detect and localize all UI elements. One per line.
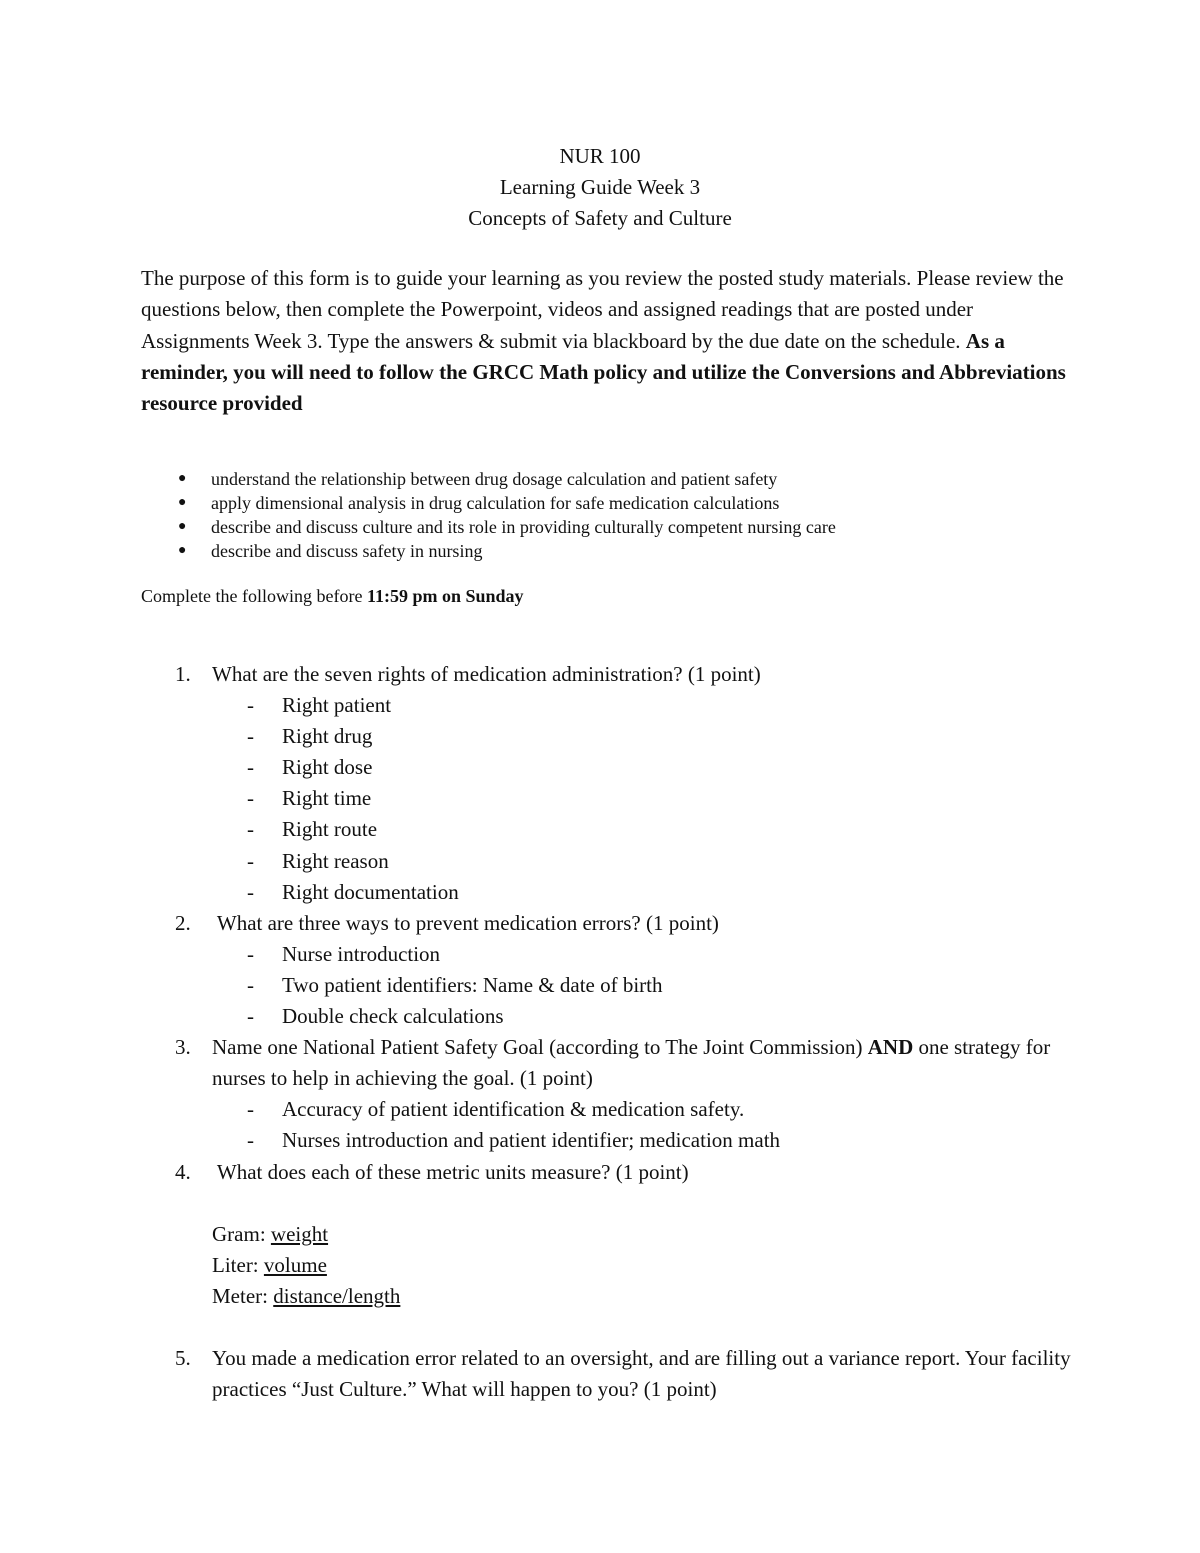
bullet-icon: ● xyxy=(178,543,187,558)
question-text: You made a medication error related to an oversight, and are filling out a variance report. Your facility practices “Just Culture.” What will happen to you? (1 point) xyxy=(212,1345,1071,1401)
question-number: 5. xyxy=(175,1345,191,1370)
metric-units xyxy=(141,1219,1081,1312)
dash-icon: - xyxy=(247,724,254,749)
intro-text: The purpose of this form is to guide your learning as you review the posted study materials. Please review the questions below, then complete the Powerpoint, videos and assigned readings that are posted under Assignments Week 3. Type the answers & submit via blackboard by the due date on the schedule. xyxy=(141,266,1064,353)
dash-icon: - xyxy=(247,817,254,842)
question-2 xyxy=(141,908,1081,939)
dash-icon: - xyxy=(247,1128,254,1153)
bullet-icon: ● xyxy=(178,495,187,510)
answer-item: - Right reason xyxy=(141,846,1081,877)
due-deadline: 11:59 pm on Sunday xyxy=(366,586,524,606)
question-text: What are the seven rights of medication administration? (1 point) xyxy=(212,662,761,686)
dash-icon: - xyxy=(247,848,254,873)
question-5 xyxy=(141,1343,1081,1405)
question-number: 3. xyxy=(175,1035,191,1060)
question-4 xyxy=(141,1157,1081,1188)
answer-item: - Right patient xyxy=(141,690,1081,721)
objectives-list xyxy=(141,467,1041,563)
questions-list xyxy=(141,659,1081,1405)
answer-item: - Double check calculations xyxy=(141,1001,1081,1032)
answer-item: - Accuracy of patient identification & medication safety. xyxy=(141,1094,1081,1125)
unit-row-liter: Liter: volume xyxy=(212,1252,327,1277)
answer-item: - Right dose xyxy=(141,752,1081,783)
unit-row-meter: Meter: distance/length xyxy=(212,1283,401,1308)
dash-icon: - xyxy=(247,1004,254,1029)
dash-icon: - xyxy=(247,879,254,904)
dash-icon: - xyxy=(247,1097,254,1122)
spacer xyxy=(141,1188,1081,1219)
dash-icon: - xyxy=(247,693,254,718)
answer-item: - Two patient identifiers: Name & date of birth xyxy=(141,970,1081,1001)
question-1 xyxy=(141,659,1081,690)
intro-reminder: As a reminder, you will need to follow the GRCC Math policy and utilize the Conversions and Abbreviations resource provided xyxy=(141,328,1066,416)
answer-item: - Nurses introduction and patient identifier; medication math xyxy=(141,1125,1081,1156)
dash-icon: - xyxy=(247,972,254,997)
question-number: 1. xyxy=(175,662,191,686)
spacer xyxy=(141,1312,1081,1343)
due-instruction: Complete the following before 11:59 pm on Sunday xyxy=(141,586,524,606)
question-text: What does each of these metric units measure? (1 point) xyxy=(212,1159,689,1184)
answer-item: - Right route xyxy=(141,814,1081,845)
question-number: 2. xyxy=(175,910,191,935)
question-text: What are three ways to prevent medication errors? (1 point) xyxy=(212,910,719,935)
dash-icon: - xyxy=(247,755,254,780)
objective-item: ● describe and discuss culture and its role in providing culturally competent nursing care xyxy=(178,517,836,537)
dash-icon: - xyxy=(247,941,254,966)
dash-icon: - xyxy=(247,786,254,811)
topic-title: Concepts of Safety and Culture xyxy=(468,206,732,230)
answer-item: - Nurse introduction xyxy=(141,939,1081,970)
answer-item: - Right documentation xyxy=(141,877,1081,908)
question-number: 4. xyxy=(175,1159,191,1184)
objective-item: ● apply dimensional analysis in drug calculation for safe medication calculations xyxy=(178,493,780,513)
intro-paragraph xyxy=(141,263,1071,419)
objective-item: ● understand the relationship between drug dosage calculation and patient safety xyxy=(178,469,778,489)
guide-title: Learning Guide Week 3 xyxy=(499,175,701,199)
bullet-icon: ● xyxy=(178,471,187,486)
question-3 xyxy=(141,1032,1081,1094)
unit-row-gram: Gram: weight xyxy=(212,1221,329,1246)
course-title: NUR 100 xyxy=(559,144,641,168)
answer-item: - Right drug xyxy=(141,721,1081,752)
bullet-icon: ● xyxy=(178,519,187,534)
question-text: Name one National Patient Safety Goal (according to The Joint Commission) AND one strategy for nurses to help in achieving the goal. (1 point) xyxy=(212,1035,1051,1091)
answer-item: - Right time xyxy=(141,783,1081,814)
objective-item: ● describe and discuss safety in nursing xyxy=(178,541,483,561)
document-header xyxy=(0,141,1200,234)
